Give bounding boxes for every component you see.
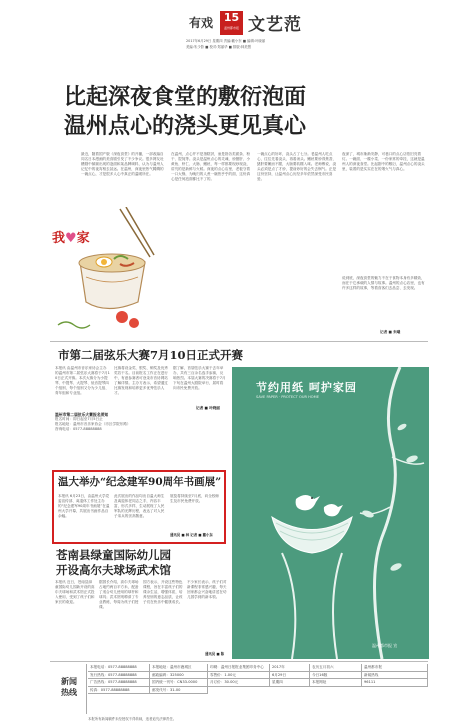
footer-line: 邮发代号：31-00 [150, 687, 208, 695]
footer-line: 农历五月初六 [310, 664, 362, 672]
notice-title: 温州市第二届弦乐大赛报名须知 [55, 412, 109, 417]
footer-line: 传真：0577-88888888 [88, 687, 150, 695]
footer-col-f [362, 664, 428, 714]
heart-icon: ♥ [65, 231, 77, 246]
psa-title: 节约用纸 呵护家园 [256, 381, 357, 394]
story3-headline: 温大举办“纪念建军90周年书画展” [58, 476, 222, 488]
story2-notice [55, 412, 225, 432]
page-number-badge [220, 11, 243, 35]
lead-column-3: 一碗点心的好坏，浇头占了七分。老温州人吃点心，往往先看浇头，再看汤头。鳝丝要炒得焦香，猪肝要嫩而不腥，大肠要软糯入味。老师傅说，浇头必须是点了才炒，提前炒好的会失去锅气。正是这份坚持，让温州点心历经多年依然深受市民喜爱。 [257, 152, 337, 181]
lead-headline-2: 温州点心的浇头更见真心 [64, 113, 307, 139]
lead-illustration [50, 207, 165, 337]
divider-footer [50, 661, 428, 662]
story3-column-1: 本报讯 6月23日，由温州大学党委宣传部、离退休工作处主办的“纪念建军90周年书画展”在温州大学开幕，共展出书画作品百余幅。 [58, 494, 110, 518]
footer-line: 星期四 [270, 679, 310, 687]
footer-line: 零售价：1.00元 [208, 672, 270, 680]
footer-line: 96111 [362, 679, 428, 687]
story4-headline-2: 开设高尔夫球场武术馆 [56, 563, 171, 577]
story4-column-1: 本报讯 近日，苍南县绿童国际幼儿园新开设的高尔夫球场和武术馆正式投入使用，受到了孩子们和家长的欢迎。 [55, 580, 95, 604]
caption-word-1: 我 [52, 231, 66, 246]
notice-line: 咨询电话：0577-88888888 [55, 427, 102, 432]
story4-author: 通讯员 ■ 陈 [205, 652, 225, 656]
story4-headline-1: 苍南县绿童国际幼儿园 [56, 548, 171, 562]
page-tag: 温州都市报 [223, 26, 239, 30]
lead-column-4: 夜深了，城市渐渐安静，可巷口的点心店依旧亮着灯。一碗面、一碟小菜、一份家常的牵挂，这就是温州人的深夜食堂。比起剧中的敷衍，温州点心的浇头里，装着的是实实在在的烟火气与真心。 [342, 152, 425, 171]
lead-column-2: 在温州，点心并不是指糕饼，而是指各类面条、粉干、馄饨等。浇头是温州点心的灵魂，炒猪肝、小黄鱼、虾仁、大肠、鳝丝，每一样都要现炒现浇，讲究的是新鲜与火候。深夜的点心店里，老板守着一口大锅，为晚归的人煮一碗热乎乎的面，这份真心是任何泡面都比不了的。 [171, 152, 251, 181]
page-number: 15 [223, 11, 240, 24]
story2-column-3: 据了解，首届弦乐大赛于去年举办，共有三百余名选手参赛，反响热烈。本届大赛的决赛将于7月下旬在温州大剧院举行，届时将向市民免费开放。 [173, 366, 226, 390]
story4-column-3: 园方表示，开设这些特色课程，旨在丰富孩子们的课余生活，增强体质，培养坚韧的意志品质，让孩子们在快乐中健康成长。 [143, 580, 183, 604]
story4-column-4: 不少家长表示，孩子们对新课程非常感兴趣，每天回家都会兴奋地讲述在幼儿园学到的新本领。 [187, 580, 227, 599]
footer-line: 新闻热线 [362, 672, 428, 680]
footer-line: 国内统一刊号：CN33-0000 [150, 679, 208, 687]
story3-column-2: 此次展出的作品均出自温大师生及离退休老同志之手，内容丰富，形式多样，生动展现了人民军队的光辉历程，表达了对人民子弟兵的崇高敬意。 [114, 494, 165, 518]
psa-panel [232, 367, 429, 659]
story2-column-1: 本报讯 由温州市音乐家协会主办的温州市第二届弦乐大赛将于7月10日正式开赛。本次大赛分为小提琴、中提琴、大提琴、低音提琴四个组别，每个组别又分为少儿组、青年组和专业组。 [55, 366, 110, 395]
story2-author: 记者 ■ 叶晓丽 [196, 406, 220, 410]
psa-credit: 温州都市报 宣 [372, 643, 398, 648]
footer-col-b [150, 664, 208, 714]
footer-line: 本报电话：0577-88888888 [88, 664, 150, 672]
footer-line: 6月29日 [270, 672, 310, 680]
lead-author: 记者 ■ 朱曦 [380, 330, 401, 334]
masthead-meta-2: 美编:朱少影 ■ 校对:郑丽华 ■ 排版:林美慧 [186, 45, 252, 49]
section-label: 有戏 [189, 16, 214, 30]
caption-word-2: 家 [76, 231, 90, 246]
divider-lead [50, 341, 428, 342]
story3-column-3: 展览将持续至7月底，向全校师生及市民免费开放。 [170, 494, 220, 503]
story3-author: 通讯员 ■ 林 记者 ■ 戴小东 [170, 533, 213, 537]
footer-line: 月订价：30.00元 [208, 679, 270, 687]
footer-line: 2017年 [270, 664, 310, 672]
nest-illustration-icon [232, 367, 429, 659]
footer-line: 今日16版 [310, 672, 362, 680]
footer-line: 邮政编码：325000 [150, 672, 208, 680]
illustration-caption [52, 227, 90, 246]
hotline-title: 新闻 [61, 676, 77, 686]
notice-line: 报名地址：温州市音乐家协会（市区学院东路） [55, 422, 131, 427]
notice-line: 报名时间：即日起至7月5日止 [55, 417, 103, 422]
footer-line: 本报地址：温州市鹿城区 [150, 664, 208, 672]
footer-col-a [88, 664, 150, 714]
footer-col-e [310, 664, 362, 714]
masthead-meta-1: 2017年6月29日 星期四 责编:戴小东 ■ 编辑:叶晓丽 [186, 39, 266, 43]
column-title: 文艺范 [248, 15, 302, 35]
story4-column-2: 据园长介绍，高尔夫球场占地约两百平方米，配备了适合幼儿使用的球杆和球具；武术馆则聘请了专业教练，每周为孩子们授课。 [99, 580, 139, 609]
footer-notice: 本报所有新闻稿件未经授权不得转载，违者追究法律责任。 [88, 717, 177, 721]
footer-line: 广告热线：0577-88888888 [88, 679, 150, 687]
footer-line: 印刷：温州日报报业集团印务中心 [208, 664, 270, 672]
psa-subtitle: SAVE PAPER · PROTECT OUR HOME [256, 395, 320, 399]
hotline-sub: 热线 [61, 687, 77, 697]
footer-line: 本报网址 [310, 679, 362, 687]
lead-column-1: 最近，随着国产版《深夜食堂》的开播，一部改编自同名日本漫画的美食剧引发了不少争议。很多网友吐槽剧中频频出现的泡面和某品牌调料，认为与温州人记忆中的夜宵相去甚远。在温州，深夜里热气腾腾的一碗点心，才是很多人心中真正的温暖所在。 [81, 152, 164, 176]
story2-headline: 市第二届弦乐大赛7月10日正式开赛 [58, 348, 244, 362]
lead-headline-1: 比起深夜食堂的敷衍泡面 [64, 84, 307, 110]
footer-col-c [208, 664, 270, 714]
story2-column-2: 比赛将设金奖、银奖、铜奖及优秀奖若干名。目前报名工作正在进行中，有意参赛者可登录市音协网站了解详情。主办方表示，希望通过比赛发现和培养更多优秀弦乐人才。 [114, 366, 168, 395]
footer-line: 发行热线：0577-88888888 [88, 672, 150, 680]
footer-hotline-block [52, 664, 87, 714]
footer-line: 温州都市报 [362, 664, 428, 672]
lead-column-5: 说到底，深夜食堂的魅力不在于食物本身有多精致，而在于它承载的人情与故事。温州的点心店里，也有许多这样的故事，等着食客们去品尝、去发现。 [342, 276, 425, 290]
footer-col-d [270, 664, 310, 714]
